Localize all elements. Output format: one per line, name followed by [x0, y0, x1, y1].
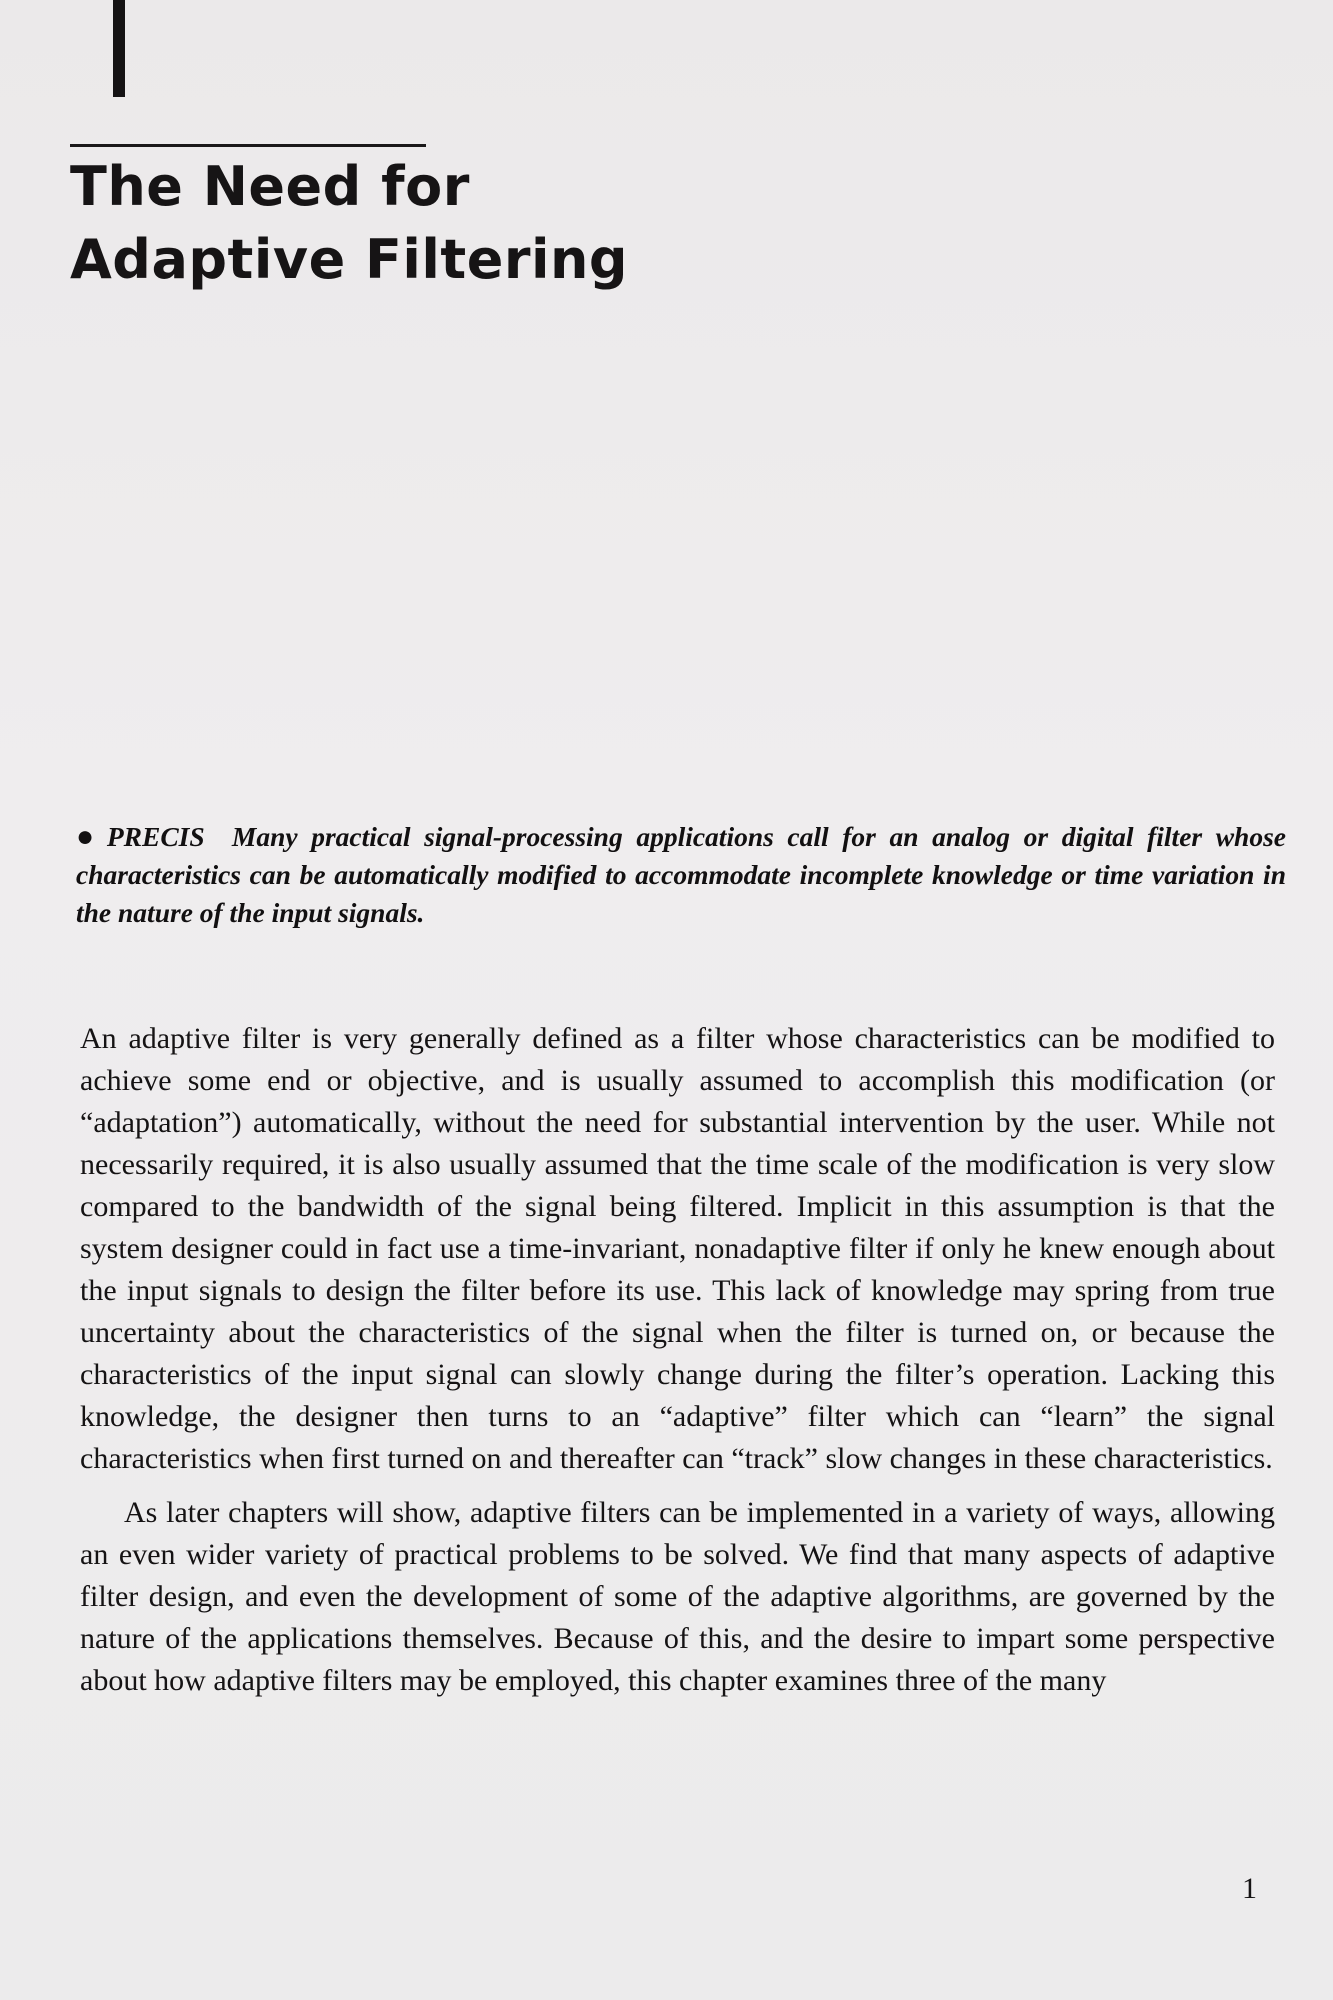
precis-label: PRECIS	[106, 821, 205, 852]
body-paragraph-1: An adaptive filter is very generally defined as a filter whose characteristics can be modified to achieve some end or objective, and is usually assumed to accomplish this modification (or “adaptation”) automatically, without the need for substantial intervention by the user. While not necessarily required, it is also usually assumed that the time scale of the modification is very slow compared to the bandwidth of the signal being filtered. Implicit in this assumption is that the system designer could in fact use a time-invariant, nonadaptive filter if only he knew enough about the input signals to design the filter before its use. This lack of knowledge may spring from true uncertainty about the characteristics of the signal when the filter is turned on, or because the characteristics of the input signal can slowly change during the filter’s operation. Lacking this knowledge, the designer then turns to an “adaptive” filter which can “learn” the signal characteristics when first turned on and thereafter can “track” slow changes in these characteristics.	[80, 1022, 1275, 1475]
chapter-title	[70, 150, 628, 296]
page-number: 1	[1242, 1872, 1257, 1905]
precis-block	[76, 818, 1286, 932]
body-text	[80, 1018, 1275, 1702]
body-paragraph-2: As later chapters will show, adaptive filters can be implemented in a variety of ways, allowing an even wider variety of practical problems to be solved. We find that many aspects of adaptive filter design, and even the development of some of the adaptive algorithms, are governed by the nature of the applications themselves. Because of this, and the desire to impart some perspective about how adaptive filters may be employed, this chapter examines three of the many	[80, 1496, 1275, 1697]
chapter-title-line-2: Adaptive Filtering	[70, 228, 629, 291]
precis-text: Many practical signal-processing applications call for an analog or digital filter whose characteristics can be automatically modified to accommodate incomplete knowledge or time variation in the nature of the input signals.	[76, 821, 1287, 928]
chapter-title-line-1: The Need for	[70, 155, 470, 218]
chapter-title-rule	[70, 144, 426, 147]
bullet-icon: ●	[76, 820, 101, 853]
chapter-number-bar	[113, 0, 125, 97]
